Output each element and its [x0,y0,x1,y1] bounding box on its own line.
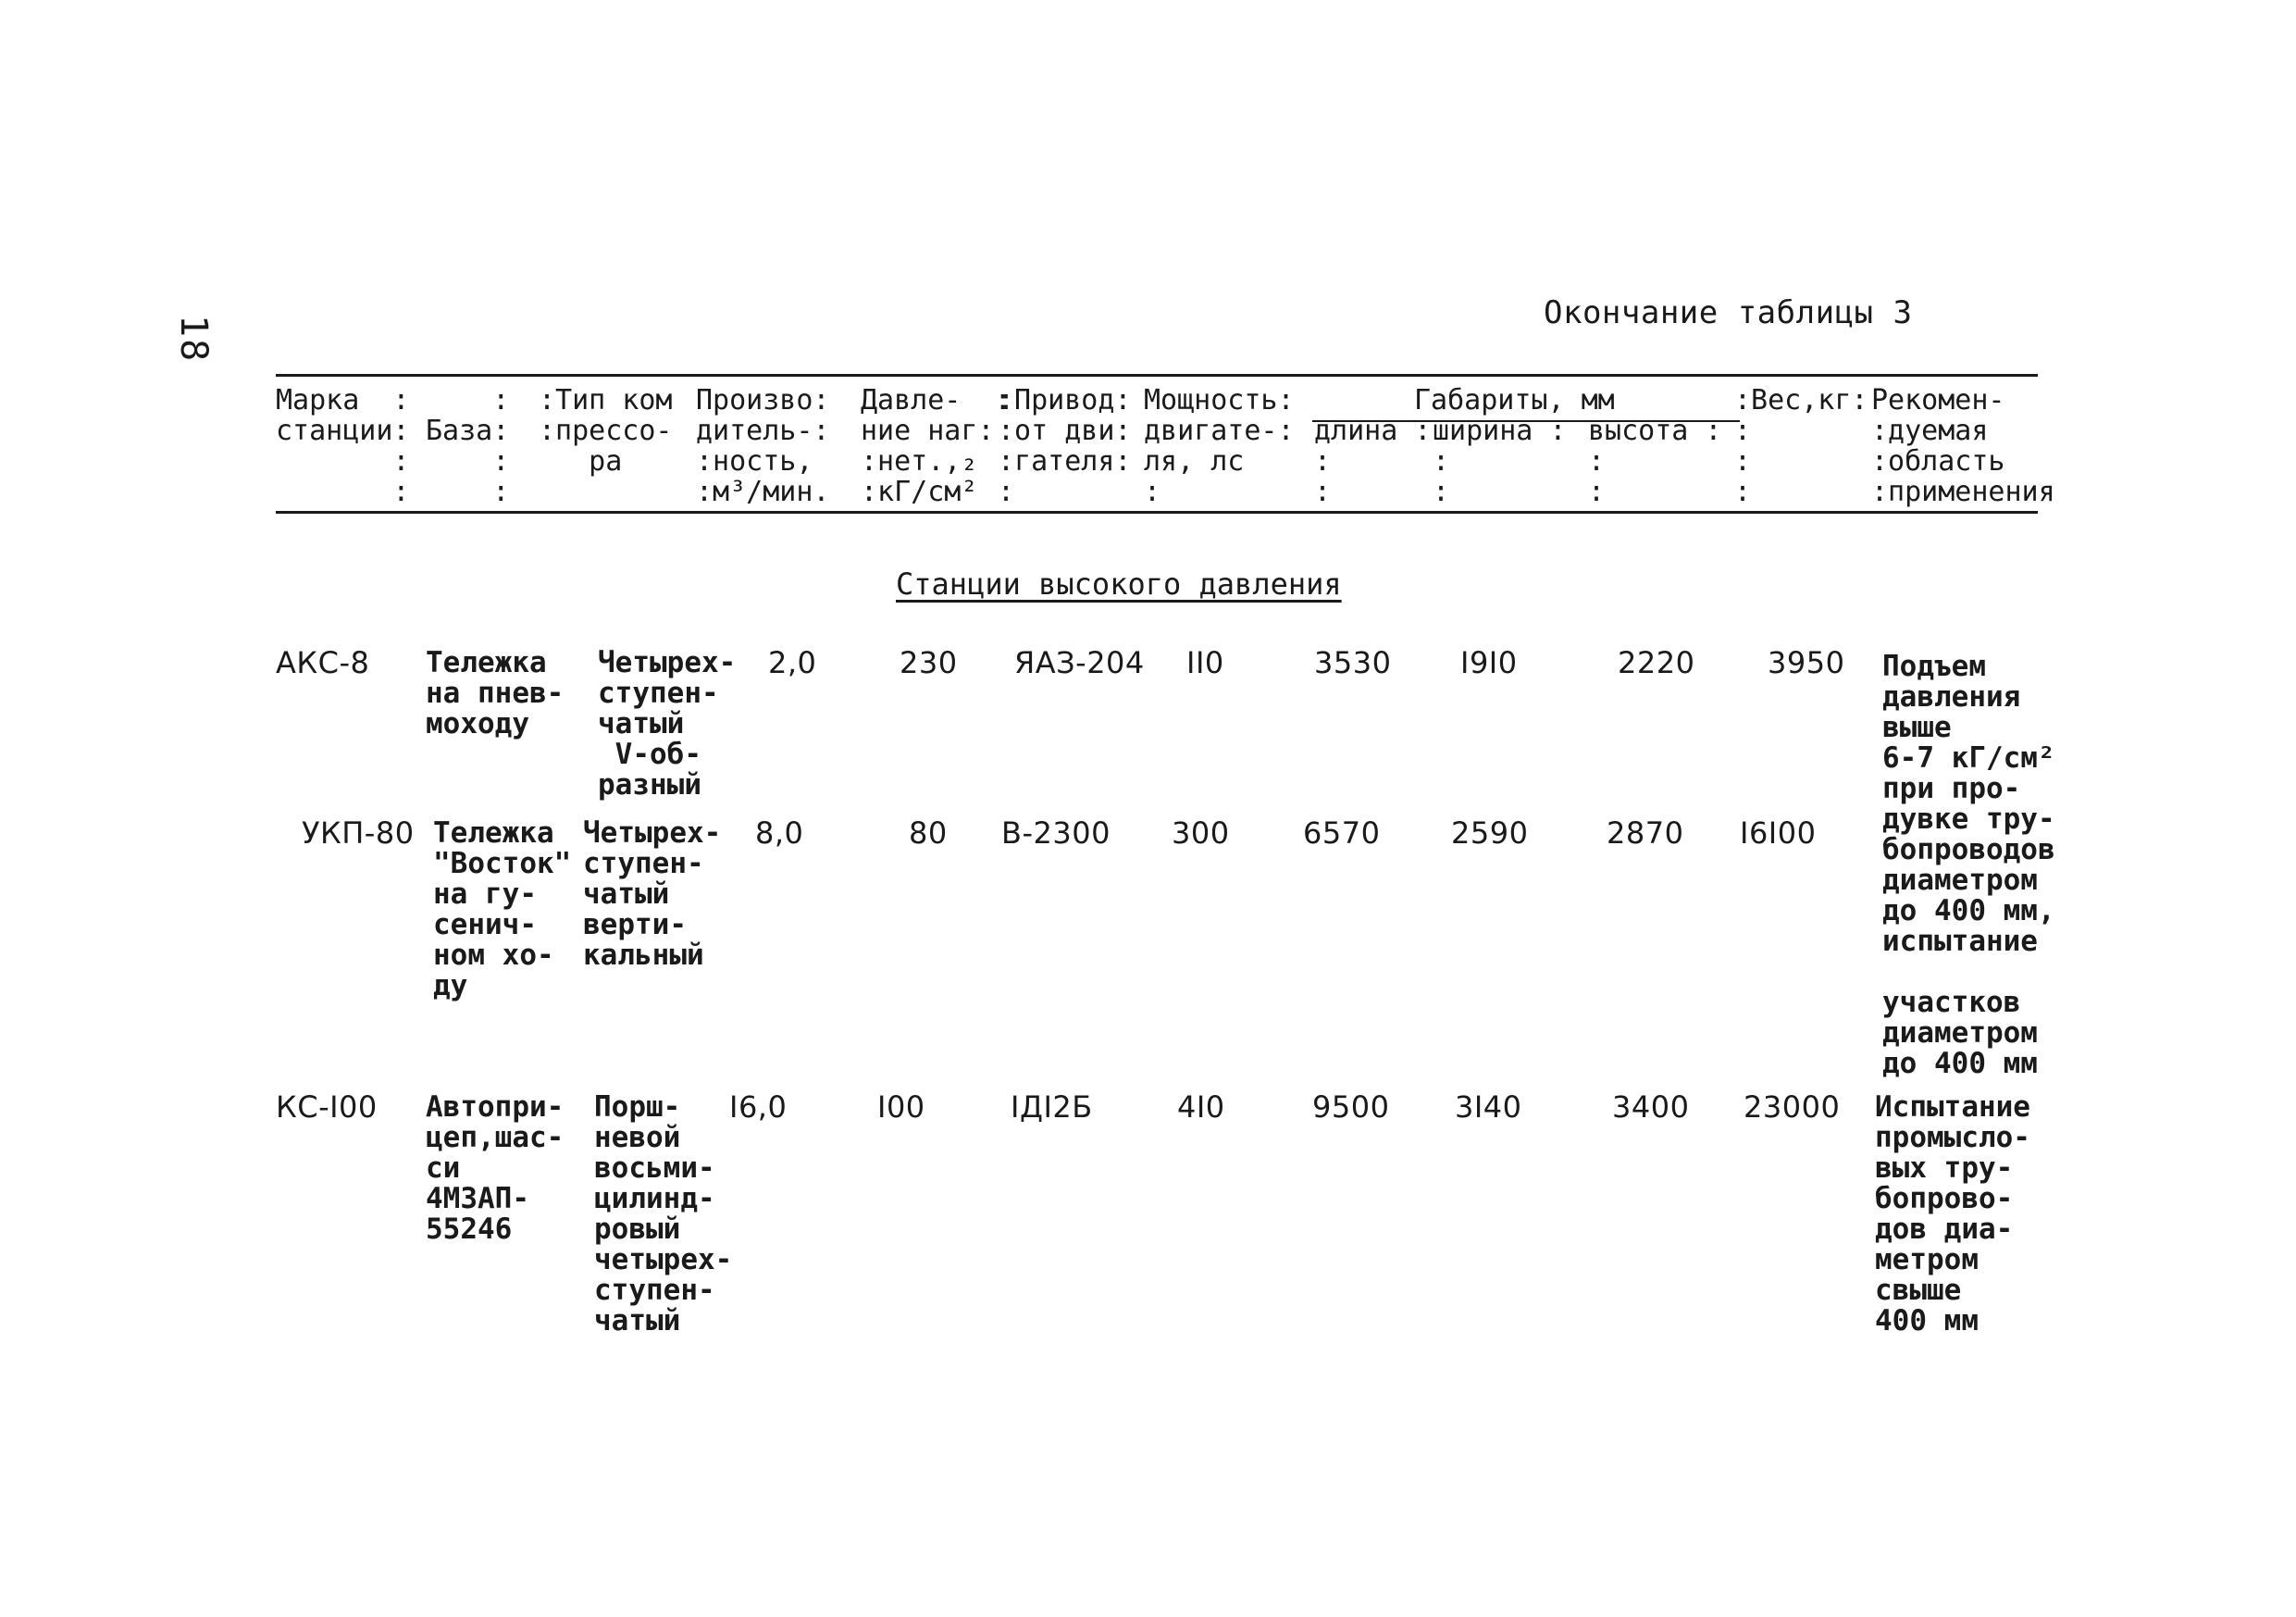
header-gabarity: Габариты, мм [1414,384,1615,417]
cell-privod: ЯАЗ-204 [1014,645,1145,680]
cell-vysota: 2220 [1618,645,1695,680]
cell-baza: Автопри- цеп,шас- си 4МЗАП- 55246 [426,1090,565,1246]
cell-marka: УКП-80 [302,815,415,851]
cell-shirina: 2590 [1451,815,1529,851]
header-moshch: Мощность: двигате-: ля, лс : [1144,384,1295,508]
cell-baza: Тележка на пнев- моходу [426,646,565,740]
cell-ves: 3950 [1768,645,1845,680]
cell-rekom: Подъем давления выше 6-7 кГ/см² при про- дувке тру- бопроводов диаметром до 400 мм, испытание участков диаметром до 400 мм [1882,650,2055,1080]
cell-tip: Четырех- ступен- чатый верти- кальный [583,816,722,972]
cell-shirina: 3I40 [1455,1089,1522,1125]
header-proizv: Произво: дитель-: :ность, :м³/мин. [696,384,830,508]
header-tip: :Тип ком :прессо- ра [539,384,673,478]
cell-proizv: 2,0 [768,645,817,680]
cell-dlina: 9500 [1312,1089,1390,1125]
cell-vysota: 2870 [1607,815,1684,851]
cell-tip: Четырех- ступен- чатый V-об- разный [598,646,737,802]
cell-privod: В-2300 [1001,815,1111,851]
header-baza: : База: : : [426,384,510,508]
cell-marka: АКС-8 [276,645,370,680]
cell-dlina: 6570 [1303,815,1381,851]
cell-proizv: I6,0 [729,1089,788,1125]
cell-moshch: II0 [1186,645,1224,680]
page-number: 18 [172,315,215,364]
cell-moshch: 4I0 [1177,1089,1225,1125]
header-privod: :Привод: :от дви: :гателя: : [998,384,1132,508]
cell-privod: IДI2Б [1011,1089,1093,1125]
cell-davl: I00 [877,1089,925,1125]
header-marka: Марка : станции: : : [276,384,410,508]
cell-moshch: 300 [1172,815,1230,851]
cell-proizv: 8,0 [755,815,804,851]
header-ves: :Вес,кг: : : : [1734,384,1868,508]
cell-ves: I6I00 [1740,815,1817,851]
table-header-bottom-rule [276,511,2038,514]
cell-ves: 23000 [1744,1089,1841,1125]
header-shirina: ширина : : : [1433,415,1567,508]
cell-davl: 80 [909,815,948,851]
cell-marka: КС-I00 [276,1089,378,1125]
cell-shirina: I9I0 [1460,645,1518,680]
cell-davl: 230 [900,645,958,680]
cell-rekom: Испытание промысло- вых тру- бопрово- дов диа- метром свыше 400 мм [1875,1090,2030,1337]
header-rekom: Рекомен- :дуемая :область :применения [1871,384,2055,508]
cell-tip: Порш- невой восьми- цилинд- ровый четырех- ступен- чатый [594,1090,733,1337]
cell-dlina: 3530 [1314,645,1392,680]
header-davl: Давле- : ние наг: :нет.,₂ :кГ/см² [861,384,1011,508]
section-title: Станции высокого давления [896,566,1342,602]
table-top-rule [276,374,2038,377]
header-dlina: длина : : : [1314,415,1432,508]
table-caption: Окончание таблицы 3 [1544,294,1913,331]
header-vysota: высота : : : [1588,415,1722,508]
cell-baza: Тележка "Восток" на гу- сенич- ном хо- ду [433,816,572,1002]
cell-vysota: 3400 [1612,1089,1690,1125]
